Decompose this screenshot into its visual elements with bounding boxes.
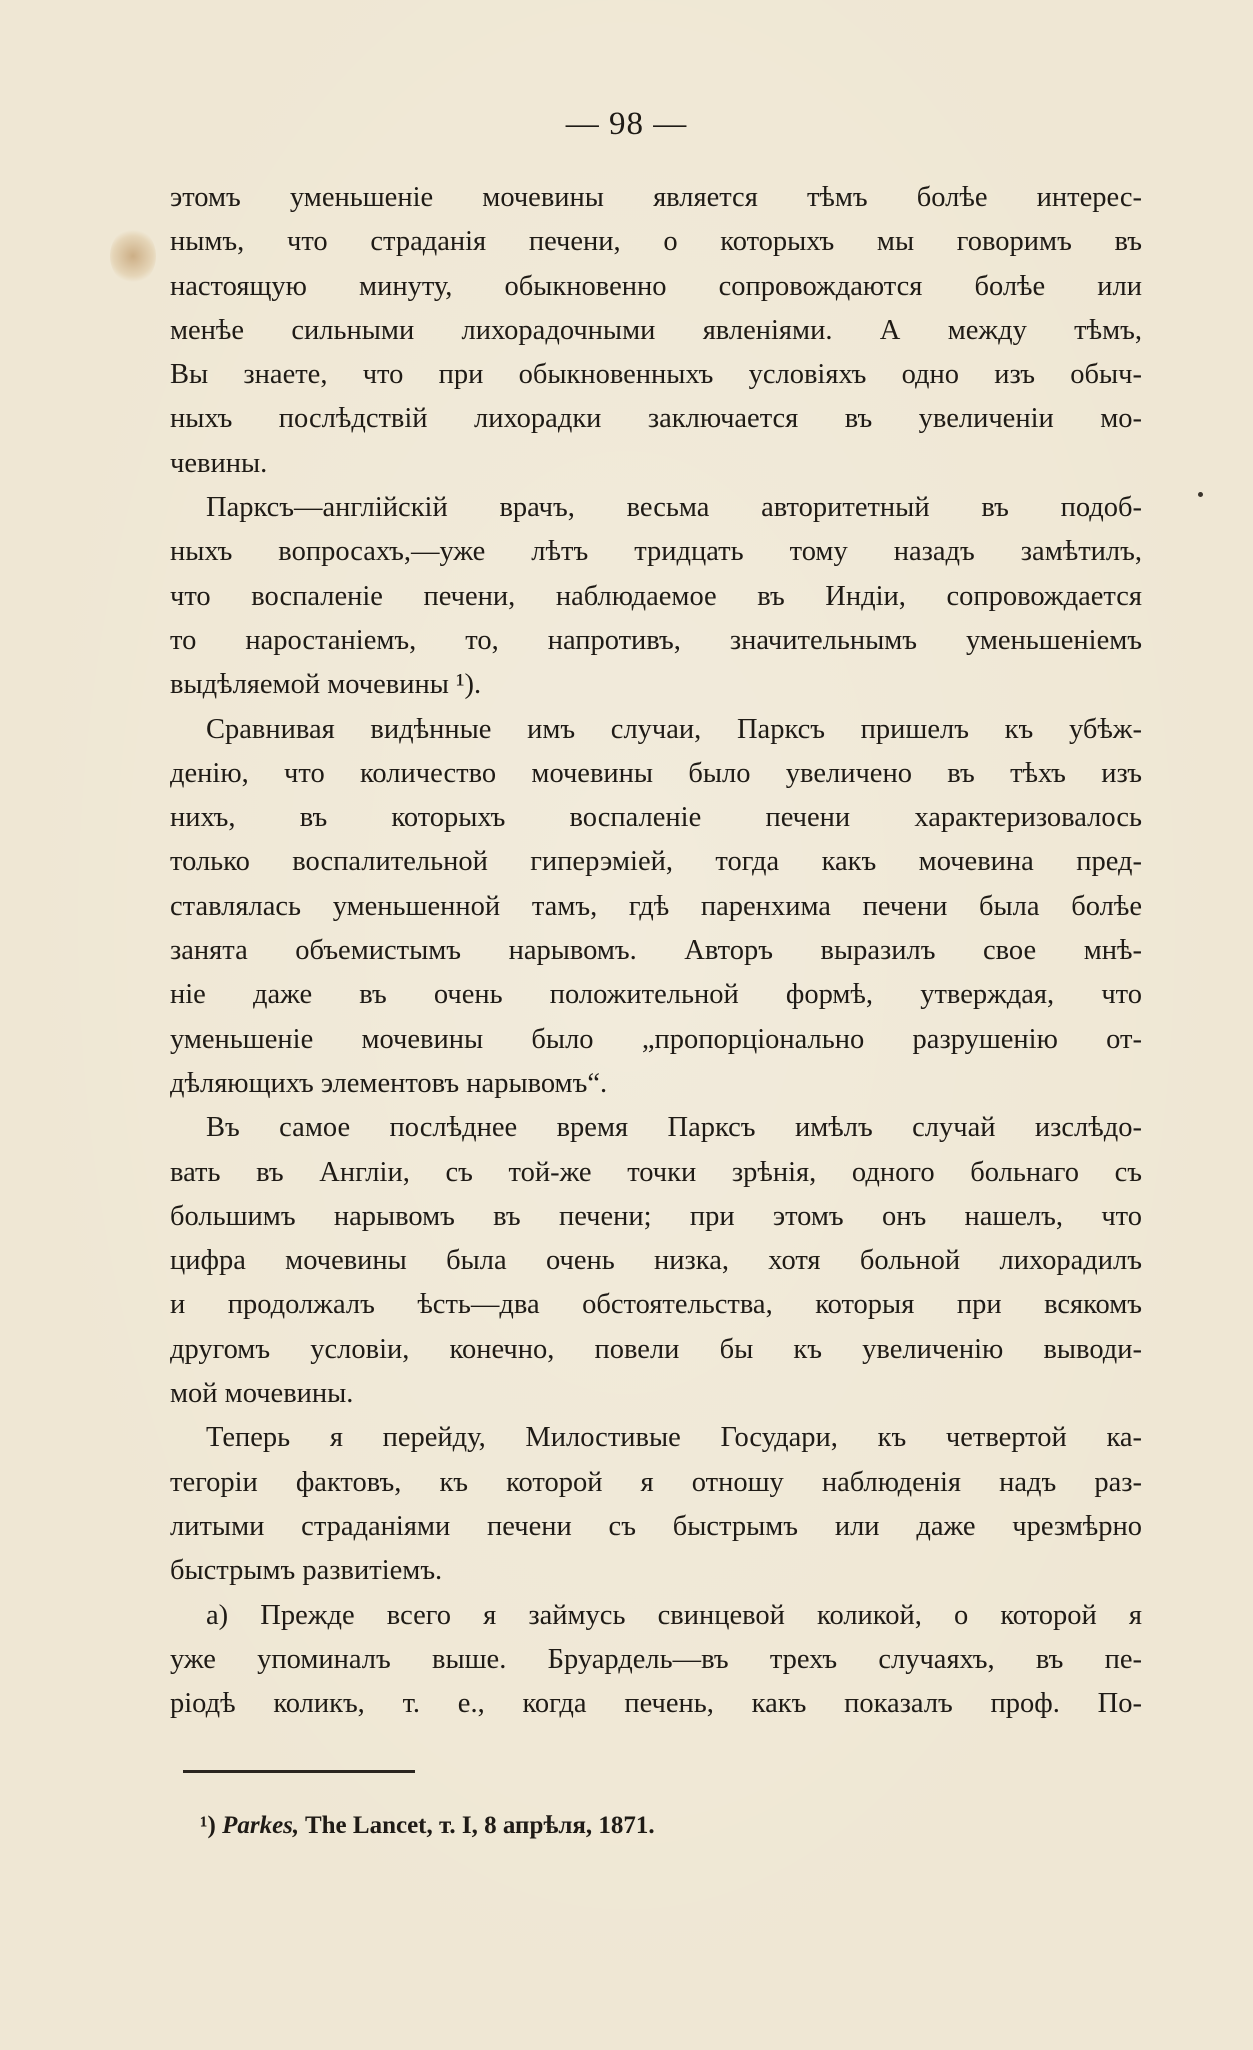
- text-line: Теперь я перейду, Милостивые Государи, къ четвертой ка-: [206, 1422, 1142, 1454]
- text-line: литыми страданіями печени съ быстрымъ или даже чрезмѣрно: [170, 1510, 1142, 1542]
- footnote-author: Parkes,: [222, 1812, 300, 1839]
- text-line: вать въ Англіи, съ той-же точки зрѣнія, одного больнаго съ: [170, 1156, 1142, 1188]
- footnote-rule: [183, 1770, 415, 1773]
- text-line: дѣляющихъ элементовъ нарывомъ“.: [170, 1067, 608, 1099]
- text-line: и продолжалъ ѣсть—два обстоятельства, которыя при всякомъ: [170, 1289, 1142, 1321]
- page-number: — 98 —: [565, 106, 688, 142]
- body-text: [170, 176, 1142, 1726]
- footnote-marker: ¹): [200, 1812, 216, 1839]
- text-line: цифра мочевины была очень низка, хотя больной лихорадилъ: [170, 1245, 1142, 1277]
- text-line: этомъ уменьшеніе мочевины является тѣмъ болѣе интерес-: [170, 182, 1142, 213]
- text-line: только воспалительной гиперэміей, тогда какъ мочевина пред-: [170, 846, 1142, 878]
- text-line: Парксъ—англійскій врачъ, весьма авторитетный въ подоб-: [206, 492, 1142, 524]
- text-line: Сравнивая видѣнные имъ случаи, Парксъ пришелъ къ убѣж-: [206, 713, 1142, 745]
- text-line: ніе даже въ очень положительной формѣ, утверждая, что: [170, 979, 1142, 1011]
- text-line: ныхъ послѣдствій лихорадки заключается въ увеличеніи мо-: [170, 403, 1142, 435]
- text-line: Вы знаете, что при обыкновенныхъ условіяхъ одно изъ обыч-: [170, 359, 1142, 391]
- text-line: чевины.: [170, 447, 268, 479]
- text-line: настоящую минуту, обыкновенно сопровождаются болѣе или: [170, 270, 1142, 302]
- text-line: а) Прежде всего я займусь свинцевой коликой, о которой я: [206, 1599, 1142, 1631]
- text-line: ставлялась уменьшенной тамъ, гдѣ паренхима печени была болѣе: [170, 890, 1142, 922]
- text-line: денію, что количество мочевины было увеличено въ тѣхъ изъ: [170, 757, 1142, 789]
- page-stain: [110, 228, 156, 284]
- text-line: уменьшеніе мочевины было „пропорціонально разрушенію от-: [170, 1023, 1142, 1055]
- text-line: занята объемистымъ нарывомъ. Авторъ выразилъ свое мнѣ-: [170, 935, 1142, 967]
- text-line: нихъ, въ которыхъ воспаленіе печени характеризовалось: [170, 802, 1142, 834]
- text-line: что воспаленіе печени, наблюдаемое въ Индіи, сопровождается: [170, 580, 1142, 612]
- text-line: большимъ нарывомъ въ печени; при этомъ онъ нашелъ, что: [170, 1200, 1142, 1232]
- ink-speck: [1198, 492, 1203, 497]
- text-line: другомъ условіи, конечно, повели бы къ увеличенію выводи-: [170, 1333, 1142, 1365]
- text-line: нымъ, что страданія печени, о которыхъ мы говоримъ въ: [170, 226, 1142, 258]
- text-line: уже упоминалъ выше. Бруардель—въ трехъ случаяхъ, въ пе-: [170, 1643, 1142, 1675]
- text-line: Въ самое послѣднее время Парксъ имѣлъ случай изслѣдо-: [206, 1112, 1142, 1144]
- text-line: ріодѣ коликъ, т. е., когда печень, какъ показалъ проф. По-: [170, 1688, 1142, 1720]
- text-line: менѣе сильными лихорадочными явленіями. А между тѣмъ,: [170, 314, 1142, 346]
- text-line: выдѣляемой мочевины ¹).: [170, 669, 482, 701]
- text-line: ныхъ вопросахъ,—уже лѣтъ тридцать тому назадъ замѣтилъ,: [170, 536, 1142, 568]
- footnote-citation: The Lancet, т. I, 8 апрѣля, 1871.: [304, 1812, 655, 1839]
- text-line: мой мочевины.: [170, 1378, 354, 1410]
- text-line: то наростаніемъ, то, напротивъ, значительнымъ уменьшеніемъ: [170, 624, 1142, 656]
- footnote: [200, 1812, 655, 1840]
- text-line: быстрымъ развитіемъ.: [170, 1555, 443, 1587]
- text-line: тегоріи фактовъ, къ которой я отношу наблюденія надъ раз-: [170, 1466, 1142, 1498]
